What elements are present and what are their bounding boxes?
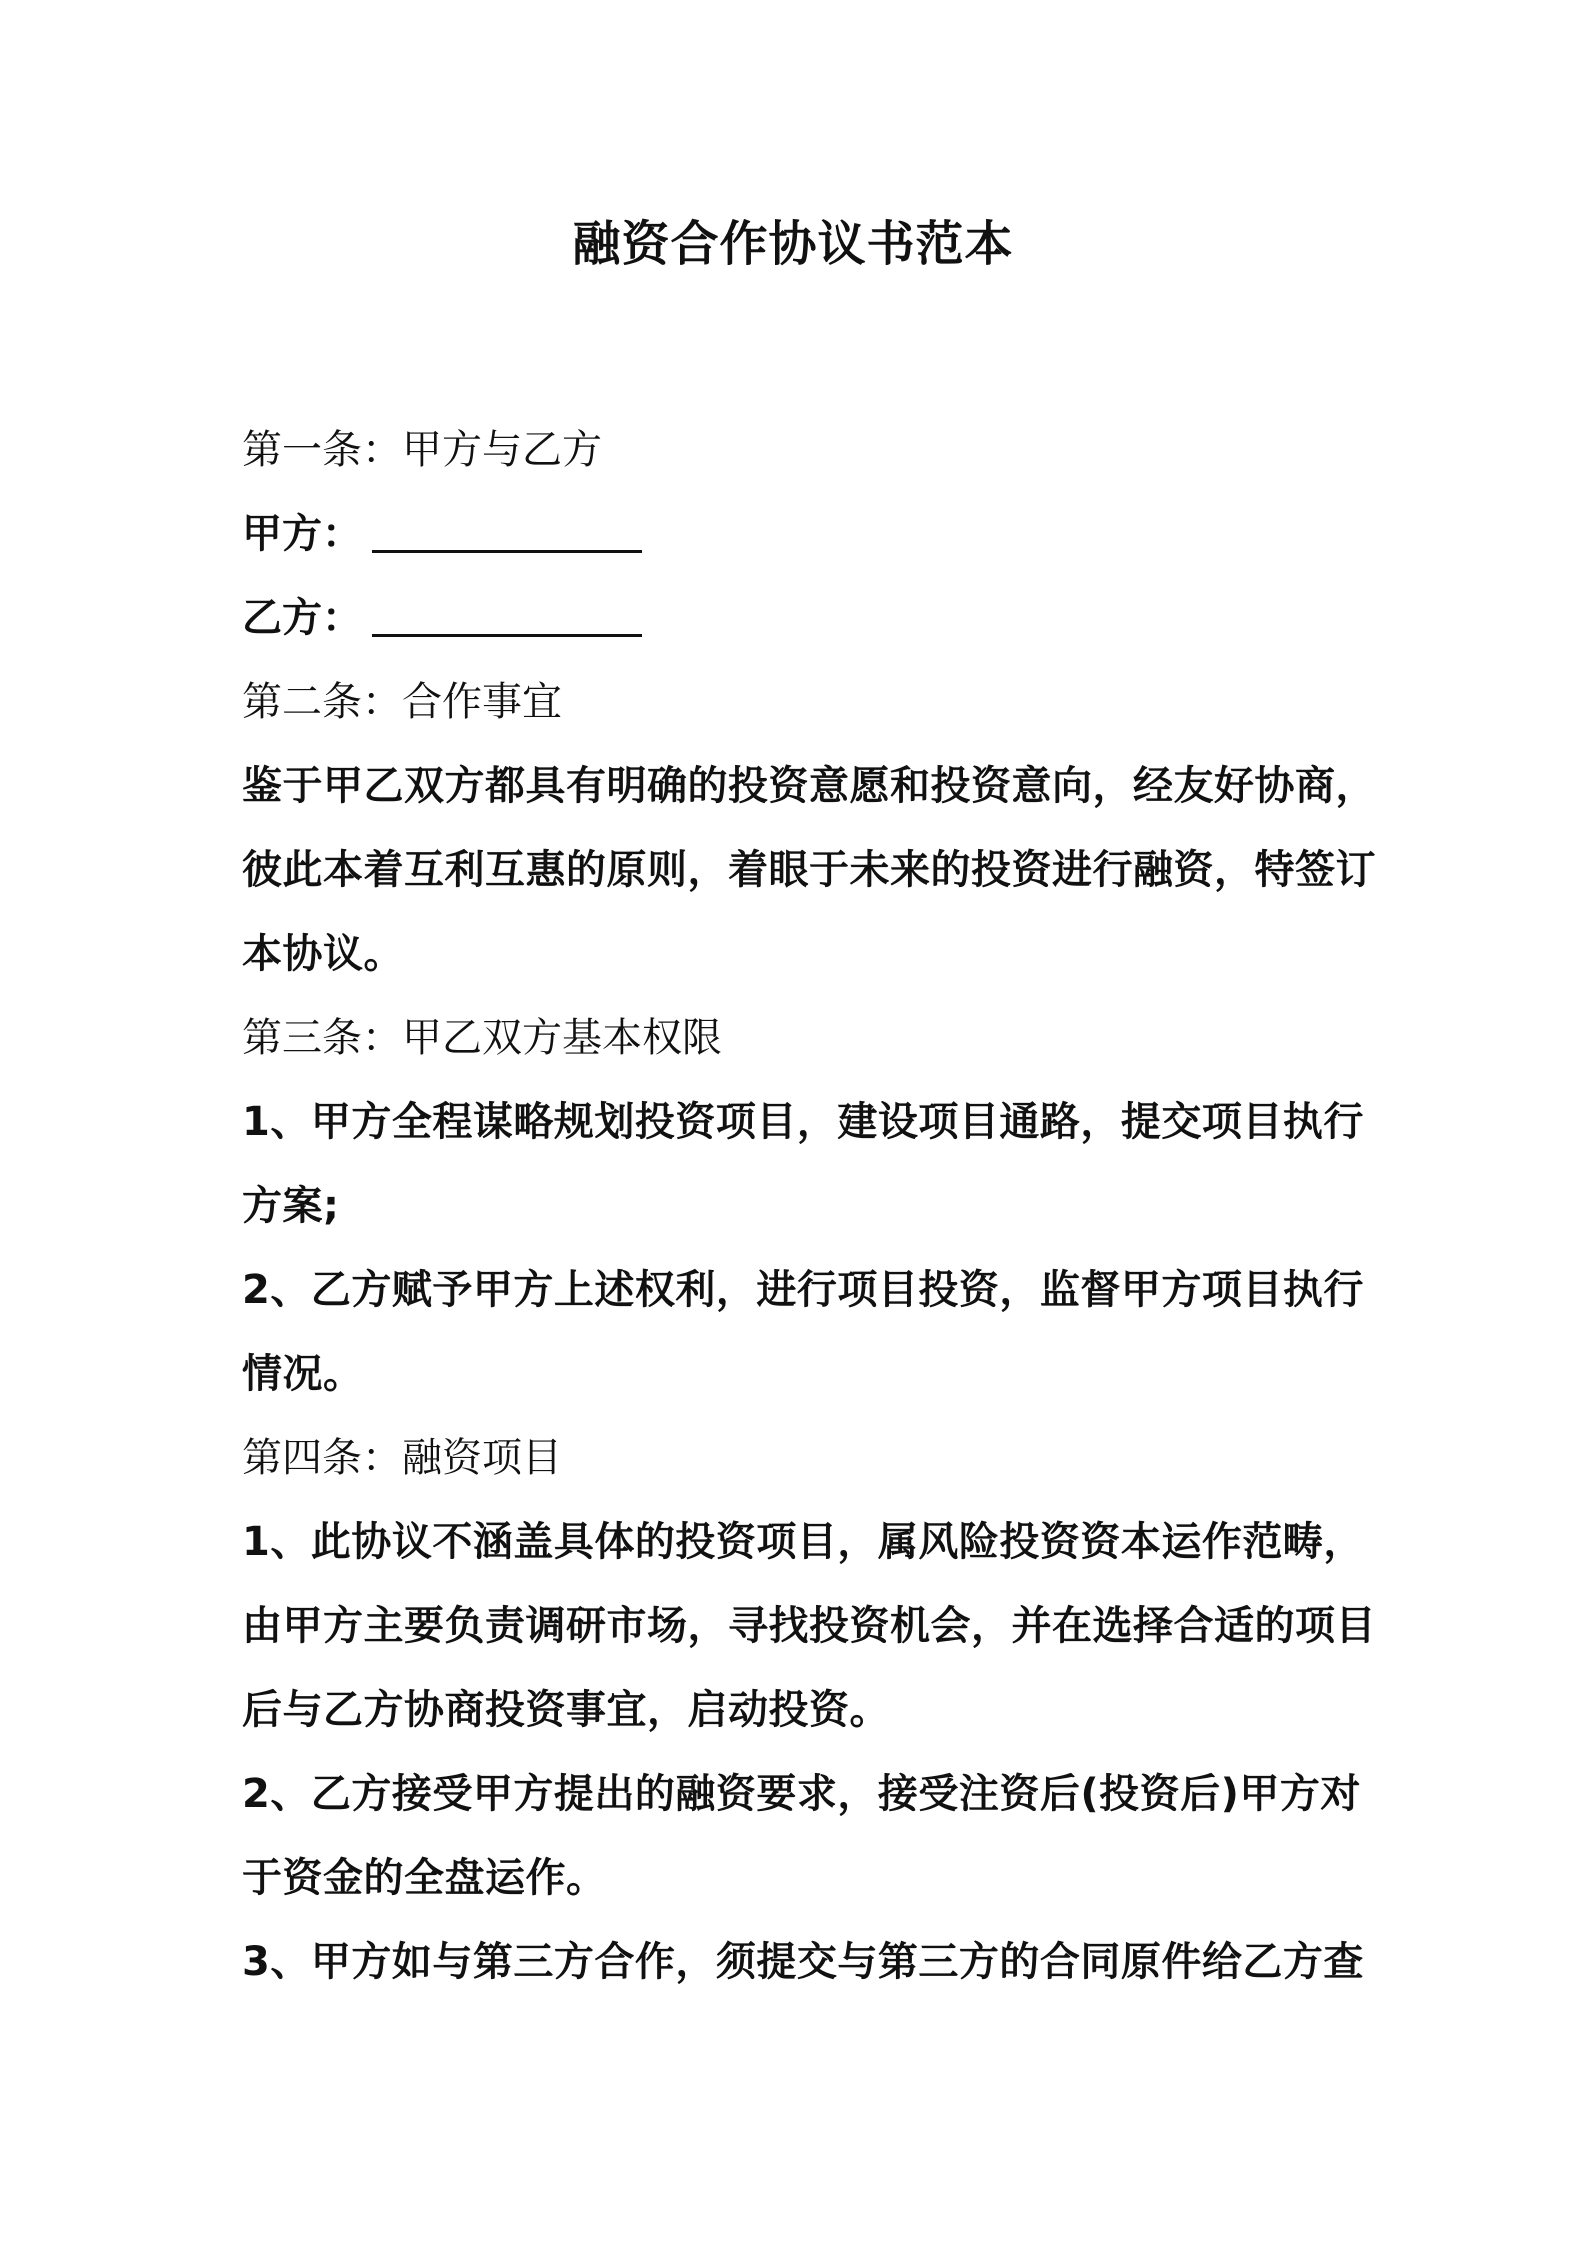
article-4-line: 由甲方主要负责调研市场，寻找投资机会，并在选择合适的项目 [242, 1603, 1376, 1649]
article-4-line: 1、此协议不涵盖具体的投资项目，属风险投资资本运作范畴， [242, 1519, 1364, 1565]
article-4-line: 后与乙方协商投资事宜，启动投资。 [242, 1687, 890, 1733]
article-2-line: 鉴于甲乙双方都具有明确的投资意愿和投资意向，经友好协商， [242, 763, 1376, 809]
article-3-line: 情况。 [242, 1351, 364, 1397]
article-2-line: 本协议。 [242, 931, 404, 977]
article-4-heading: 第四条：融资项目 [242, 1435, 562, 1481]
article-2-line: 彼此本着互利互惠的原则，着眼于未来的投资进行融资，特签订 [242, 847, 1376, 893]
party-b-label: 乙方： [242, 595, 362, 641]
article-1-heading: 第一条：甲方与乙方 [242, 427, 602, 473]
document-title: 融资合作协议书范本 [572, 216, 1014, 272]
party-b-line [242, 576, 1360, 660]
document-body [242, 408, 1376, 2004]
article-4-line: 于资金的全盘运作。 [242, 1855, 607, 1901]
party-b-blank [372, 594, 642, 637]
article-2-heading: 第二条：合作事宜 [242, 679, 562, 725]
article-3-line: 方案; [242, 1183, 340, 1229]
party-a-label: 甲方： [242, 511, 362, 557]
party-a-blank [372, 510, 642, 553]
article-3-line: 2、乙方赋予甲方上述权利，进行项目投资，监督甲方项目执行 [242, 1267, 1364, 1313]
article-3-line: 1、甲方全程谋略规划投资项目，建设项目通路，提交项目执行 [242, 1099, 1364, 1145]
party-a-line [242, 492, 1360, 576]
article-4-line: 3、甲方如与第三方合作，须提交与第三方的合同原件给乙方查 [242, 1939, 1364, 1985]
article-4-line: 2、乙方接受甲方提出的融资要求，接受注资后(投资后)甲方对 [242, 1771, 1361, 1817]
article-3-heading: 第三条：甲乙双方基本权限 [242, 1015, 722, 1061]
